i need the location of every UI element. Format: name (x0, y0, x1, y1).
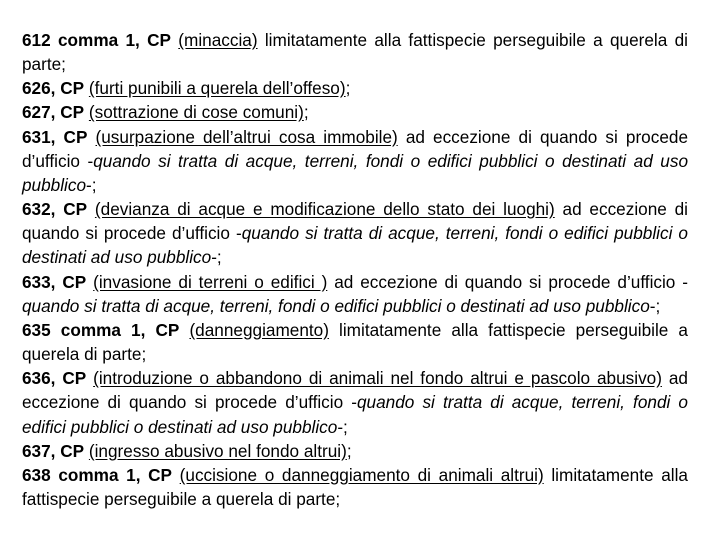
article-ref: 627, CP (22, 102, 85, 123)
article-title: (introduzione o abbandono di animali nel fondo altrui e pascolo abusivo) (93, 368, 662, 389)
article-title: (uccisione o danneggiamento di animali altrui) (179, 464, 544, 485)
entry-635 (22, 318, 688, 366)
article-text: limitatamente alla fattispecie perseguibile a querela di parte; (22, 30, 688, 75)
entry-626 (22, 76, 688, 100)
article-italic: quando si tratta di acque, terreni, fondi o edifici pubblici o destinati ad uso pubblico (22, 150, 689, 195)
entry-612 (22, 28, 688, 76)
article-title: (furti punibili a querela dell’offeso) (88, 78, 346, 99)
article-ref: 632, CP (22, 199, 88, 220)
article-title: (minaccia) (178, 30, 258, 50)
article-ref: 636, CP (22, 368, 87, 389)
article-title: (ingresso abusivo nel fondo altrui) (88, 440, 347, 461)
article-ref: 633, CP (22, 271, 87, 292)
entry-632: 632, CP (devianza di acque e modificazione dello stato dei luoghi) ad eccezione di quando si procede d’ufficio -quando si tratta di acque, terreni, fondi o edifici pubblici o destinati ad uso pubblico-; (22, 199, 688, 268)
article-title: (sottrazione di cose comuni) (88, 102, 304, 123)
article-ref: 631, CP (22, 126, 88, 147)
article-text: ad eccezione di quando si procede d’ufficio - (22, 199, 688, 244)
article-title: (invasione di terreni o edifici ) (93, 271, 328, 292)
article-ref: 638 comma 1, CP (22, 464, 173, 485)
article-text: ad eccezione di quando si procede d’ufficio - (22, 126, 689, 171)
article-ref: 635 comma 1, CP (22, 319, 180, 340)
article-italic: quando si tratta di acque, terreni, fondi o edifici pubblici o destinati ad uso pubblico (22, 392, 688, 437)
entry-633: 633, CP (invasione di terreni o edifici ) ad eccezione di quando si procede d’ufficio -quando si tratta di acque, terreni, fondi o edifici pubblici o destinati ad uso pubblico-; (22, 271, 688, 316)
article-ref: 612 comma 1, CP (22, 30, 171, 50)
article-text: ad eccezione di quando si procede d’ufficio - (22, 368, 688, 413)
article-italic: quando si tratta di acque, terreni, fondi o edifici pubblici o destinati ad uso pubblico (22, 223, 688, 268)
article-text: ; (345, 78, 351, 99)
entry-637 (22, 439, 688, 463)
article-title: (usurpazione dell’altrui cosa immobile) (95, 126, 398, 147)
entry-627 (22, 100, 688, 124)
article-title: (danneggiamento) (189, 319, 329, 340)
entry-631: 631, CP (usurpazione dell’altrui cosa immobile) ad eccezione di quando si procede d’ufficio -quando si tratta di acque, terreni, fondi o edifici pubblici o destinati ad uso pubblico-; (22, 126, 689, 195)
article-text: limitatamente alla fattispecie perseguibile a querela di parte; (22, 464, 688, 509)
document-body (22, 28, 688, 511)
article-italic: quando si tratta di acque, terreni, fondi o edifici pubblici o destinati ad uso pubblico (22, 295, 650, 316)
entry-638 (22, 463, 688, 511)
article-text: limitatamente alla fattispecie perseguibile a querela di parte; (22, 319, 688, 365)
article-ref: 637, CP (22, 440, 85, 461)
article-title: (devianza di acque e modificazione dello stato dei luoghi) (94, 199, 555, 220)
article-text: ; (346, 440, 352, 461)
entry-636: 636, CP (introduzione o abbandono di animali nel fondo altrui e pascolo abusivo) ad eccezione di quando si procede d’ufficio -quando si tratta di acque, terreni, fondi o edifici pubblici o destinati ad uso pubblico-; (22, 368, 688, 437)
article-ref: 626, CP (22, 78, 85, 99)
article-text: ad eccezione di quando si procede d’ufficio - (327, 271, 688, 292)
article-text: ; (303, 102, 309, 123)
